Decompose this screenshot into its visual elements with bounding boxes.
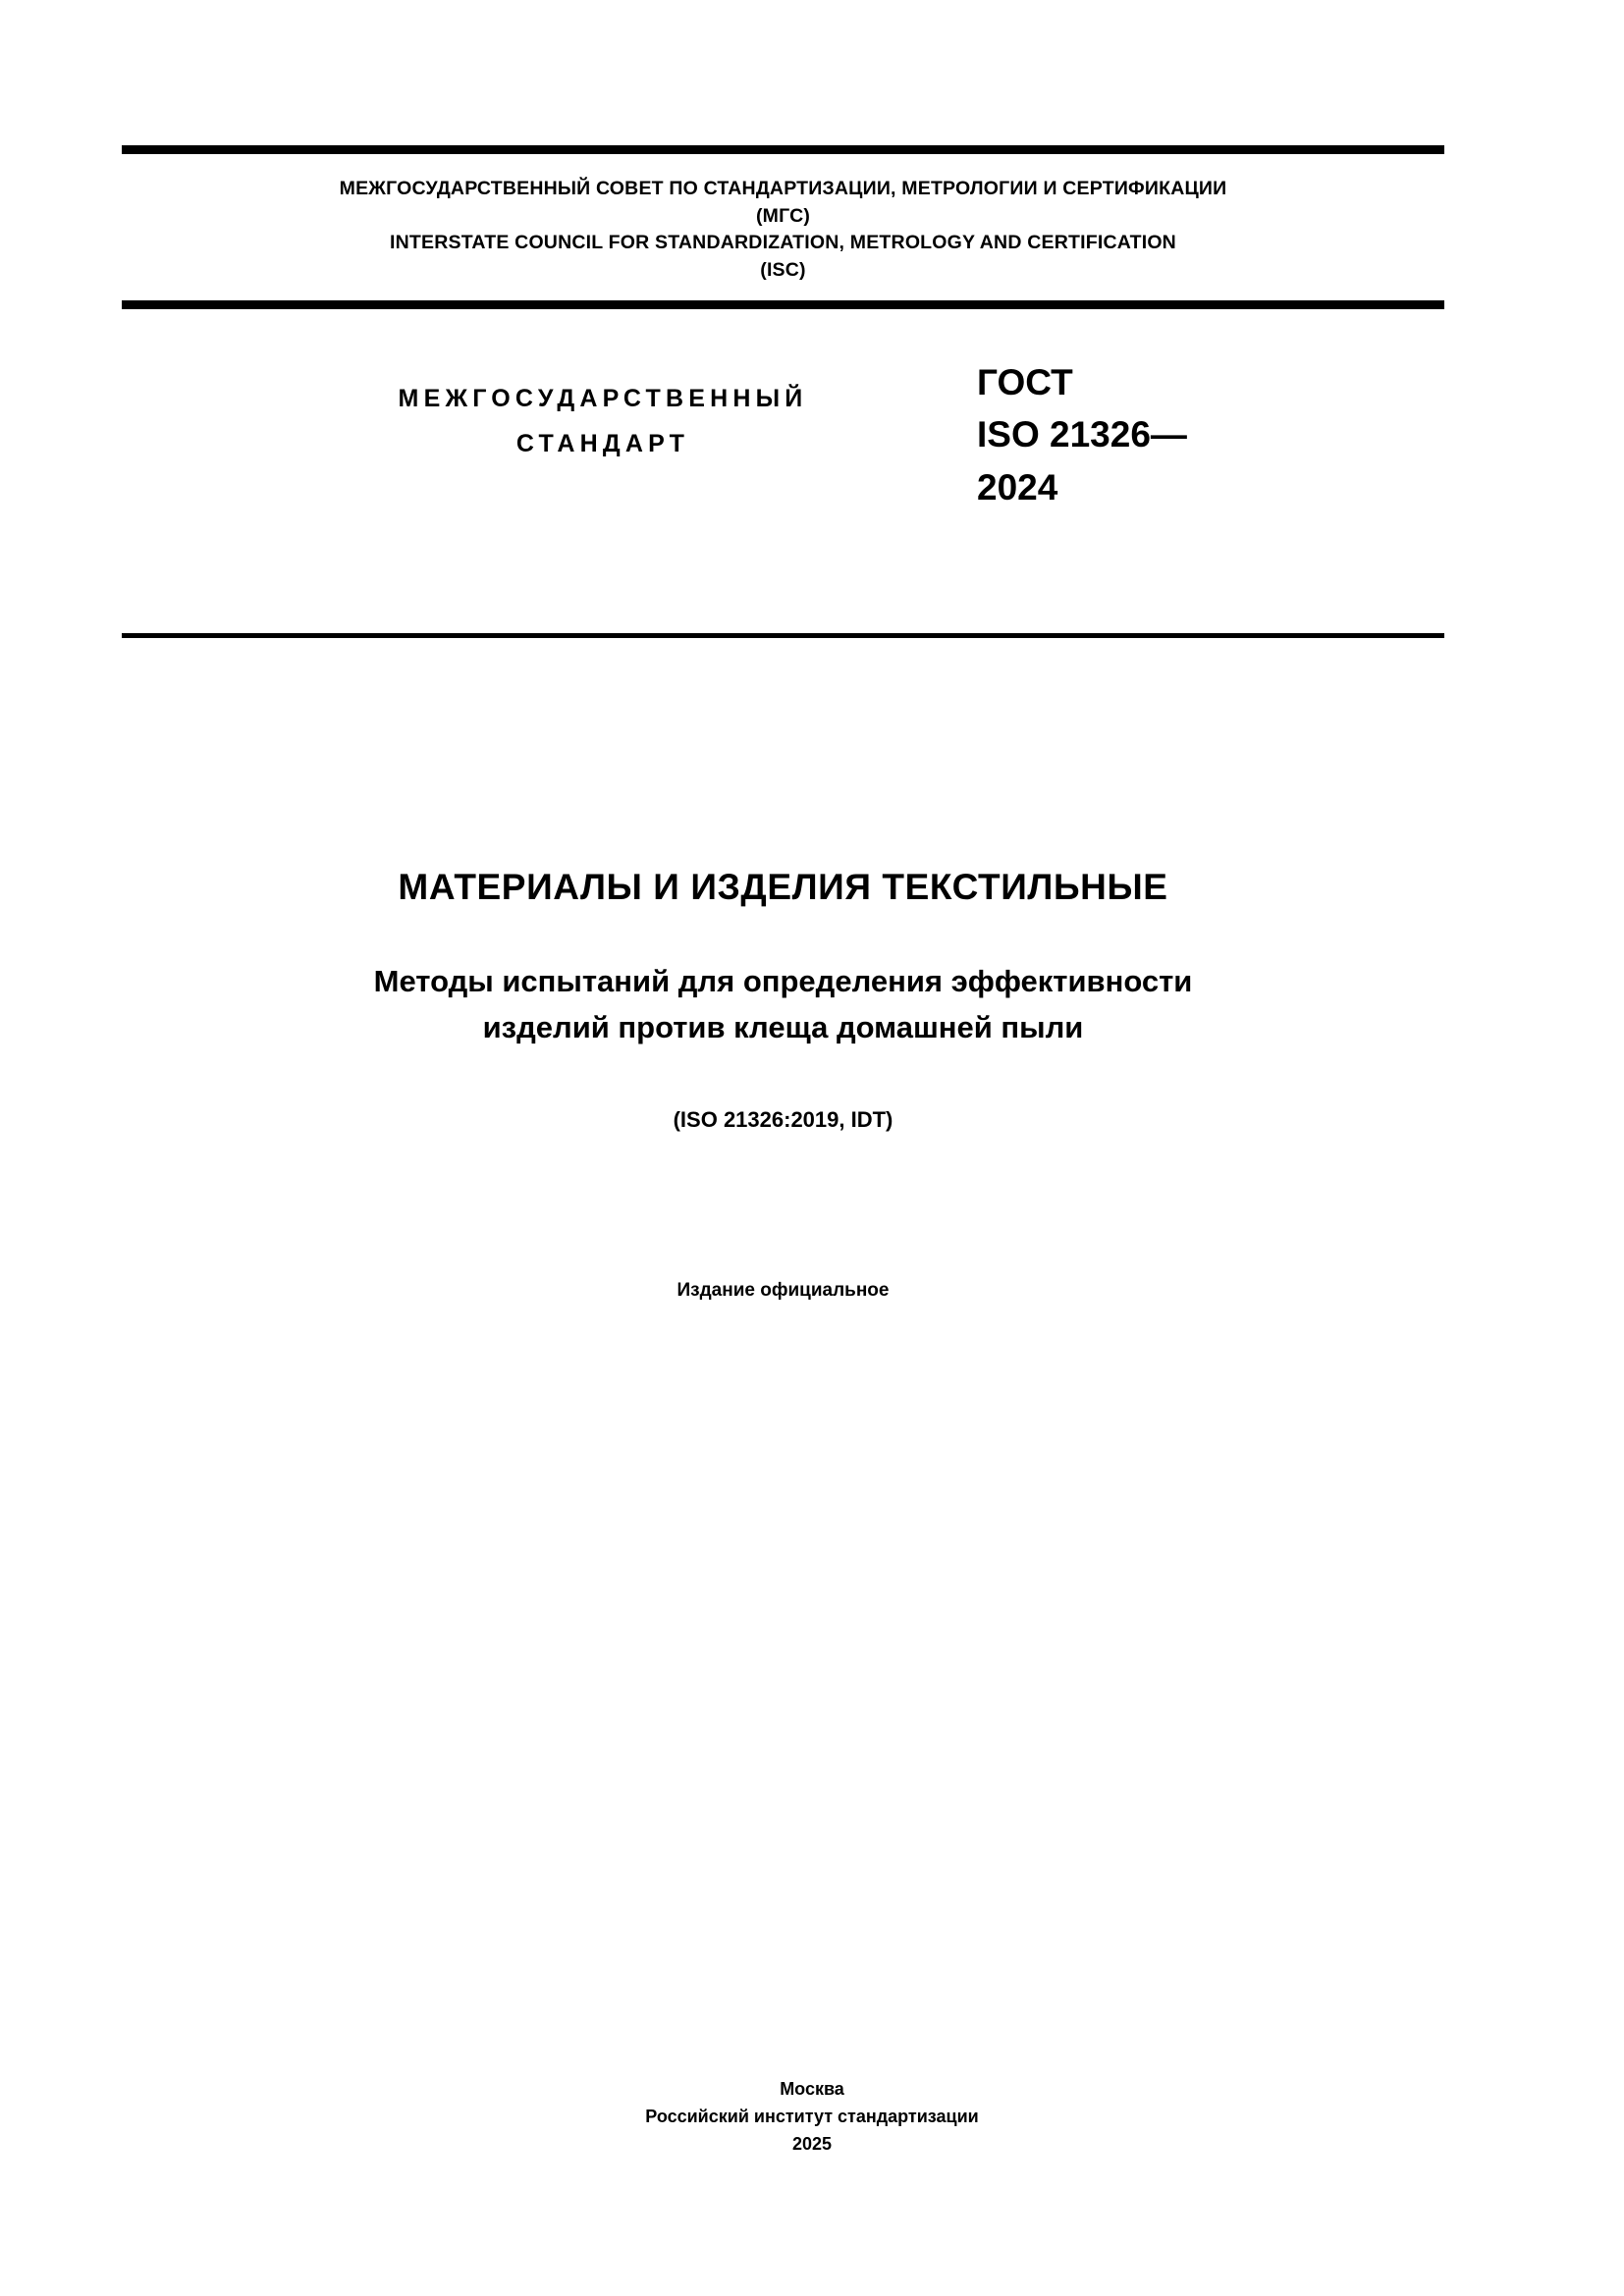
gost-designation	[977, 356, 1389, 514]
imprint-city: Москва	[780, 2079, 844, 2100]
gost-number: ISO 21326—	[977, 414, 1187, 455]
page-title: МАТЕРИАЛЫ И ИЗДЕЛИЯ ТЕКСТИЛЬНЫЕ	[398, 867, 1168, 907]
imprint-publisher: Российский институт стандартизации	[645, 2107, 979, 2127]
standard-type-line2: СТАНДАРТ	[515, 430, 690, 457]
council-name-ru: МЕЖГОСУДАРСТВЕННЫЙ СОВЕТ ПО СТАНДАРТИЗАЦИИ, МЕТРОЛОГИИ И СЕРТИФИКАЦИИ	[339, 178, 1227, 199]
council-name-en: INTERSTATE COUNCIL FOR STANDARDIZATION, METROLOGY AND CERTIFICATION	[390, 232, 1176, 254]
band-inner	[122, 309, 1444, 633]
council-names	[122, 154, 1444, 300]
iso-reference: (ISO 21326:2019, IDT)	[673, 1107, 893, 1133]
page-subtitle-line1: Методы испытаний для определения эффективности	[373, 964, 1193, 999]
page-subtitle-line2: изделий против клеща домашней пыли	[482, 1010, 1084, 1045]
header-top-rule	[122, 145, 1444, 154]
header-block	[122, 145, 1444, 638]
standard-type-line1: МЕЖГОСУДАРСТВЕННЫЙ	[398, 384, 808, 412]
gost-year: 2024	[977, 467, 1058, 508]
official-edition-note: Издание официальное	[677, 1280, 890, 1302]
header-bottom-rule	[122, 300, 1444, 309]
imprint-year: 2025	[791, 2134, 833, 2155]
page-subtitle	[181, 958, 1385, 1050]
council-abbr-en: (ISC)	[760, 259, 806, 282]
standard-type-label	[298, 376, 907, 467]
band-bottom-rule	[122, 633, 1444, 638]
standard-number-band	[122, 309, 1444, 633]
gost-label: ГОСТ	[977, 361, 1073, 402]
council-abbr-ru: (МГС)	[755, 204, 811, 227]
footer-imprint	[0, 2076, 1624, 2159]
title-block	[122, 864, 1444, 1302]
